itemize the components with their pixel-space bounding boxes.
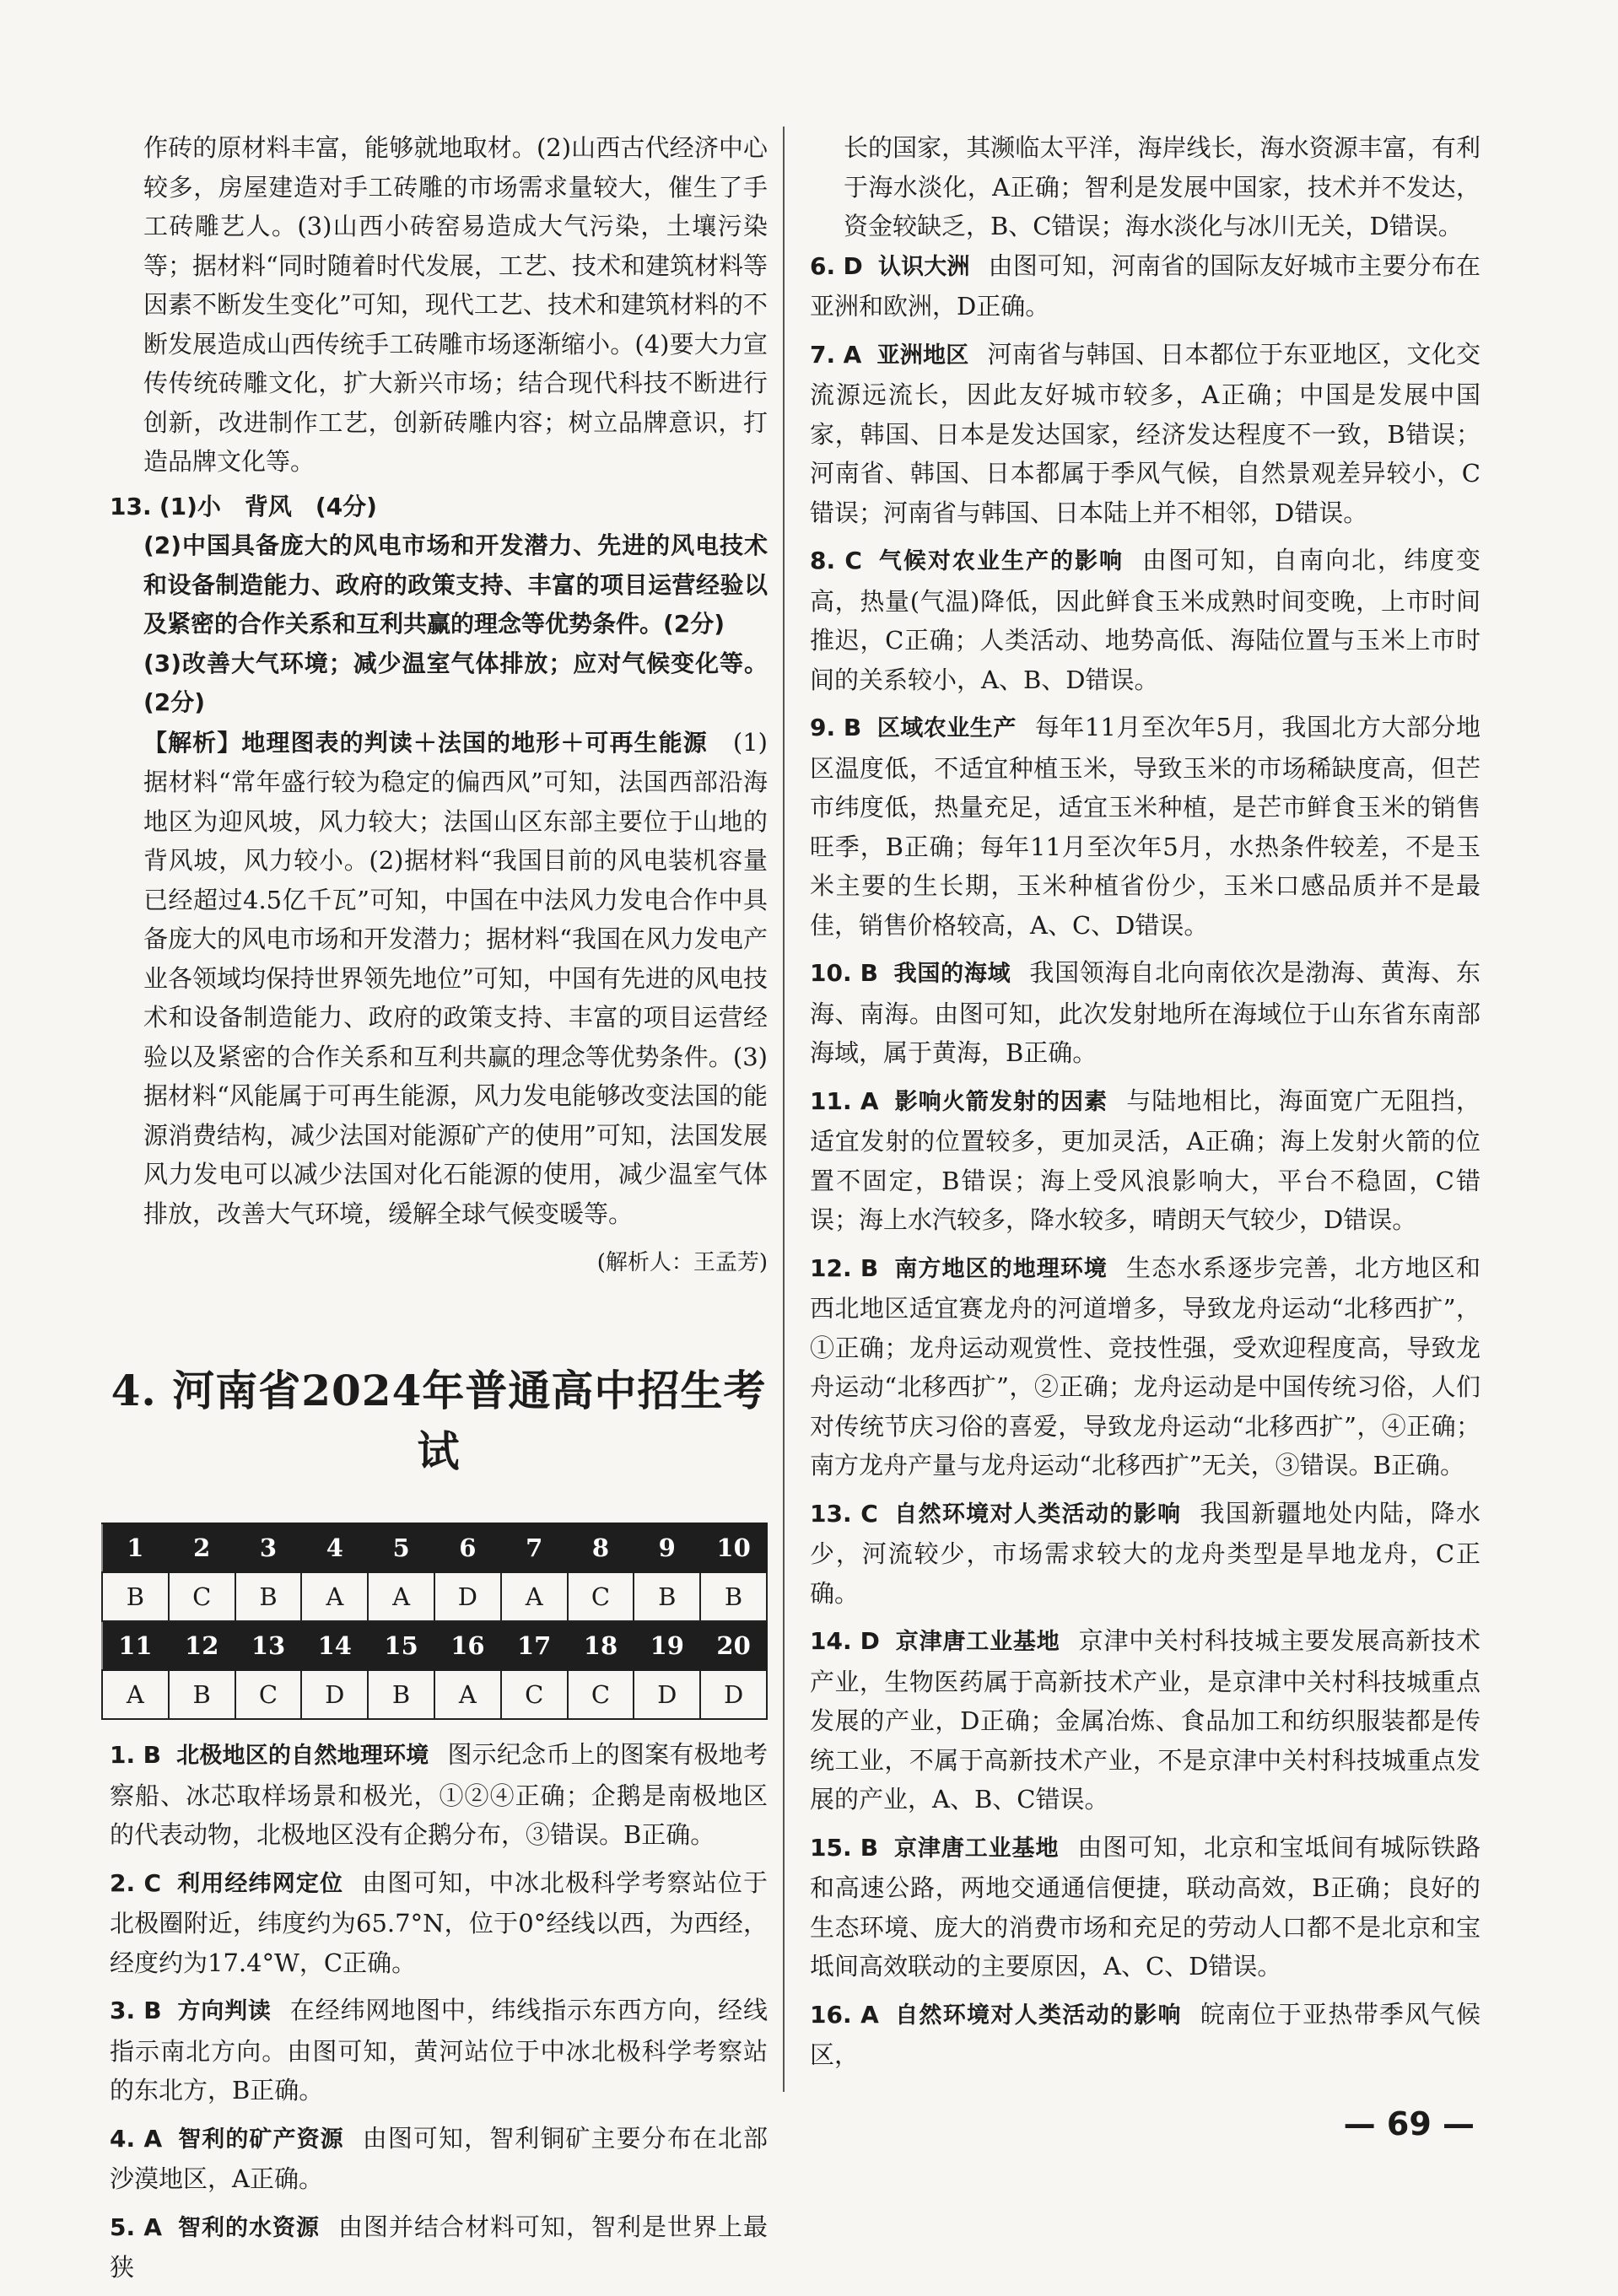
item-answer: B — [860, 959, 878, 987]
item-number: 2. — [110, 1868, 136, 1897]
answer-item — [810, 541, 1480, 699]
item-text: 由图可知，河南省的国际友好城市主要分布在亚洲和欧洲，D正确。 — [810, 251, 1481, 321]
item-text: 生态水系逐步完善，北方地区和西北地区适宜赛龙舟的河道增多，导致龙舟运动“北移西扩”，①正确；龙舟运动观赏性、竞技性强，受欢迎程度高，导致龙舟运动“北移西扩”，②正确；龙舟运动是中国传统习俗，人们对传统节庆习俗的喜爱，导致龙舟运动“北移西扩”，④正确；南方龙舟产量与龙舟运动“北移西扩”无关，③错误。B正确。 — [810, 1253, 1480, 1479]
answer-item — [810, 953, 1480, 1073]
item-number: 4. — [110, 2124, 136, 2153]
answer-key-row-numbers-1 — [102, 1523, 767, 1572]
item-number: 3. — [110, 1997, 136, 2024]
section-title: 4. 河南省2024年普通高中招生考试 — [111, 1366, 767, 1476]
answer-key-cell: 12 — [169, 1621, 235, 1670]
item-number: 15. — [810, 1833, 852, 1862]
analysis-topic: 地理图表的判读＋法国的地形＋可再生能源 — [241, 728, 708, 757]
answer-item — [110, 1735, 768, 1855]
item-answer: B — [843, 714, 862, 741]
item-topic: 南方地区的地理环境 — [893, 1255, 1108, 1282]
item-answer: A — [860, 1086, 879, 1115]
answer-item — [810, 246, 1480, 326]
item-number: 8. — [810, 547, 836, 574]
answer-item — [810, 1995, 1480, 2075]
item-text: 由图可知，中冰北极科学考察站位于北极圈附近，纬度约为65.7°N，位于0°经线以西，为西经，经度约为17.4°W，C正确。 — [110, 1868, 769, 1977]
item-text: 由图可知，北京和宝坻间有城际铁路和高速公路，两地交通通信便捷，联动高效，B正确；良好的生态环境、庞大的消费市场和充足的劳动人口都不是北京和宝坻间高效联动的主要原因，A、C、D错误。 — [810, 1832, 1481, 1981]
q13-answer — [110, 487, 768, 1277]
item-topic: 自然环境对人类活动的影响 — [893, 2002, 1182, 2029]
answer-key-cell: 9 — [634, 1523, 700, 1572]
answer-item — [810, 1494, 1480, 1614]
item-answer: B — [143, 1997, 162, 2024]
item-text: 河南省与韩国、日本都位于东亚地区，文化交流源远流长，因此友好城市较多，A正确；中国是发展中国家，韩国、日本是发达国家，经济发达程度不一致，B错误；河南省、韩国、日本都属于季风气候，自然景观差异较小，C错误；河南省与韩国、日本陆上并不相邻，D错误。 — [810, 339, 1481, 527]
answer-key-cell: C — [501, 1670, 568, 1719]
answer-item — [110, 2119, 768, 2199]
item-answer: A — [143, 2124, 163, 2153]
item-topic: 认识大洲 — [877, 253, 970, 280]
left-answer-list — [110, 1735, 768, 2288]
item-text: 由图可知，自南向北，纬度变高，热量(气温)降低，因此鲜食玉米成熟时间变晚，上市时间推迟，C正确；人类活动、地势高低、海陆位置与玉米上市时间的关系较小，A、B、D错误。 — [810, 546, 1481, 694]
item-text: 由图可知，智利铜矿主要分布在北部沙漠地区，A正确。 — [110, 2123, 768, 2193]
q13-number: 13. — [110, 492, 152, 520]
answer-key-cell: 18 — [568, 1621, 634, 1670]
answer-item — [110, 1991, 768, 2110]
item-topic: 北极地区的自然地理环境 — [175, 1743, 429, 1769]
item-topic: 我国的海域 — [893, 961, 1011, 987]
answer-item — [110, 2207, 768, 2288]
answer-key-cell: 5 — [368, 1523, 434, 1572]
item-number: 5. — [110, 2212, 136, 2241]
answer-key-cell: D — [700, 1670, 767, 1719]
answer-key-cell: 6 — [434, 1523, 501, 1572]
answer-key-row-answers-2 — [102, 1670, 767, 1719]
answer-key-row-numbers-2 — [102, 1621, 767, 1670]
item-answer: A — [143, 2212, 163, 2241]
item-number: 14. — [810, 1627, 852, 1655]
answer-key-cell: C — [235, 1670, 302, 1719]
item-text: 皖南位于亚热带季风气候区， — [810, 1999, 1480, 2069]
answer-key-cell: 13 — [235, 1621, 302, 1670]
item-text: 我国领海自北向南依次是渤海、黄海、东海、南海。由图可知，此次发射地所在海域位于山东省东南部海域，属于黄海，B正确。 — [810, 958, 1480, 1067]
signature: (解析人：王孟芳) — [596, 1250, 768, 1275]
item-text: 京津中关村科技城主要发展高新技术产业，生物医药属于高新技术产业，是京津中关村科技城重点发展的产业，D正确；金属冶炼、食品加工和纺织服装都是传统工业，不属于高新技术产业，不是京津中关村科技城重点发展的产业，A、B、C错误。 — [810, 1626, 1481, 1814]
answer-key-cell: A — [301, 1572, 368, 1621]
item-number: 12. — [810, 1253, 852, 1282]
item-number: 7. — [810, 340, 836, 369]
answer-key-cell: A — [501, 1572, 568, 1621]
item-topic: 方向判读 — [176, 1998, 272, 2024]
answer-item — [810, 1081, 1480, 1240]
answer-key-cell: 11 — [102, 1621, 169, 1670]
item-number: 11. — [810, 1086, 852, 1115]
right-column — [810, 128, 1480, 2083]
answer-key-cell: 17 — [501, 1621, 568, 1670]
answer-key-cell: C — [568, 1670, 634, 1719]
answer-key-cell: 10 — [700, 1523, 767, 1572]
item-topic: 自然环境对人类活动的影响 — [893, 1501, 1182, 1528]
item-topic: 智利的水资源 — [177, 2214, 321, 2241]
item-number: 6. — [810, 251, 836, 280]
answer-key-cell: 16 — [434, 1621, 501, 1670]
answer-key-cell: 20 — [700, 1621, 767, 1670]
item-text: 在经纬网地图中，纬线指示东西方向，经线指示南北方向。由图可知，黄河站位于中冰北极科学考察站的东北方，B正确。 — [110, 1996, 769, 2105]
answer-item — [810, 1621, 1480, 1819]
analysis-text: (1)据材料“常年盛行较为稳定的偏西风”可知，法国西部沿海地区为迎风坡，风力较大；法国山区东部主要位于山地的背风坡，风力较小。(2)据材料“我国目前的风电装机容量已经超过4.5亿千瓦”可知，中国在中法风力发电合作中具备庞大的风电市场和开发潜力；据材料“我国在风力发电产业各领域均保持世界领先地位”可知，中国有先进的风电技术和设备制造能力、政府的政策支持、丰富的项目运营经验以及紧密的合作关系和互利共赢的理念等优势条件。(3)据材料“风能属于可再生能源，风力发电能够改变法国的能源消费结构，减少法国对能源矿产的使用”可知，法国发展风力发电可以减少法国对化石能源的使用，减少温室气体排放，改善大气环境，缓解全球气候变暖等。 — [143, 727, 768, 1228]
page-number: — 69 — — [1343, 2105, 1475, 2142]
answer-key-cell: D — [634, 1670, 700, 1719]
item-answer: D — [860, 1627, 880, 1655]
q13-answer-2: (2)中国具备庞大的风电市场和开发潜力、先进的风电技术和设备制造能力、政府的政策支持、丰富的项目运营经验以及紧密的合作关系和互利共赢的理念等优势条件。(2分) — [143, 531, 768, 638]
answer-key-cell: B — [169, 1670, 235, 1719]
item-topic: 区域农业生产 — [876, 715, 1017, 741]
answer-key-cell: 7 — [501, 1523, 568, 1572]
item-topic: 京津唐工业基地 — [893, 1835, 1060, 1862]
q13-answer-1: (1)小 背风 (4分) — [159, 492, 377, 520]
item-topic: 京津唐工业基地 — [894, 1629, 1060, 1655]
answer-key-cell: D — [301, 1670, 368, 1719]
answer-key-cell: A — [102, 1670, 169, 1719]
item-text: 我国新疆地处内陆，降水少，河流较少，市场需求较大的龙舟类型是旱地龙舟，C正确。 — [810, 1498, 1480, 1608]
answer-item — [810, 1248, 1480, 1485]
analysis-label: 【解析】 — [143, 728, 242, 757]
answer-key-cell: B — [368, 1670, 434, 1719]
answer-key-cell: B — [634, 1572, 700, 1621]
item-text: 图示纪念币上的图案有极地考察船、冰芯取样场景和极光，①②④正确；企鹅是南极地区的代表动物，北极地区没有企鹅分布，③错误。B正确。 — [110, 1740, 768, 1849]
answer-key-cell: 8 — [568, 1523, 634, 1572]
answer-key-table — [101, 1523, 768, 1720]
item-answer: C — [143, 1868, 162, 1897]
column-divider — [783, 127, 785, 2092]
answer-item — [810, 708, 1480, 945]
item-answer: B — [143, 1741, 161, 1769]
answer-key-cell: 1 — [102, 1523, 169, 1572]
item-topic: 气候对农业生产的影响 — [876, 548, 1124, 574]
answer-key-cell: C — [568, 1572, 634, 1621]
item-text: 与陆地相比，海面宽广无阻挡，适宜发射的位置较多，更加灵活，A正确；海上发射火箭的位置不固定，B错误；海上受风浪影响大，平台不稳固，C错误；海上水汽较多，降水较多，晴朗天气较少，D错误。 — [810, 1086, 1480, 1234]
intro-paragraph: 作砖的原材料丰富，能够就地取材。(2)山西古代经济中心较多，房屋建造对手工砖雕的市场需求量较大，催生了手工砖雕艺人。(3)山西小砖窑易造成大气污染，土壤污染等；据材料“同时随着时代发展，工艺、技术和建筑材料等因素不断发生变化”可知，现代工艺、技术和建筑材料的不断发展造成山西传统手工砖雕市场逐渐缩小。(4)要大力宣传传统砖雕文化，扩大新兴市场；结合现代科技不断进行创新，改进制作工艺，创新砖雕内容；树立品牌意识，打造品牌文化等。 — [143, 133, 768, 476]
answer-item — [110, 1863, 768, 1983]
answer-key-cell: B — [235, 1572, 302, 1621]
item-number: 9. — [810, 714, 836, 741]
answer-key-cell: 4 — [301, 1523, 368, 1572]
item-number: 16. — [810, 2000, 852, 2029]
item-answer: C — [844, 547, 862, 574]
answer-key-cell: D — [434, 1572, 501, 1621]
item-answer: A — [843, 340, 862, 369]
continued-text: 长的国家，其濒临太平洋，海岸线长，海水资源丰富，有利于海水淡化，A正确；智利是发展中国家，技术并不发达，资金较缺乏，B、C错误；海水淡化与冰川无关，D错误。 — [844, 133, 1480, 240]
item-number: 1. — [110, 1741, 136, 1769]
answer-key-cell: C — [169, 1572, 235, 1621]
right-answer-list — [810, 246, 1480, 2075]
item-topic: 利用经纬网定位 — [176, 1870, 344, 1897]
q13-answer-3: (3)改善大气环境；减少温室气体排放；应对气候变化等。(2分) — [143, 649, 768, 716]
answer-item — [810, 335, 1480, 533]
item-answer: A — [860, 2000, 879, 2029]
answer-key-cell: A — [434, 1670, 501, 1719]
item-answer: D — [843, 251, 863, 280]
item-topic: 智利的矿产资源 — [177, 2126, 344, 2153]
answer-key-cell: 3 — [235, 1523, 302, 1572]
item-topic: 影响火箭发射的因素 — [893, 1088, 1108, 1115]
item-text: 由图并结合材料可知，智利是世界上最狭 — [110, 2212, 768, 2282]
item-answer: B — [860, 1253, 879, 1282]
answer-key-cell: 2 — [169, 1523, 235, 1572]
item-number: 13. — [810, 1499, 852, 1528]
item-number: 10. — [810, 959, 852, 987]
item-answer: B — [860, 1833, 879, 1862]
answer-key-row-answers-1 — [102, 1572, 767, 1621]
answer-key-cell: B — [102, 1572, 169, 1621]
answer-key-cell: 15 — [368, 1621, 434, 1670]
answer-key-cell: 14 — [301, 1621, 368, 1670]
item-answer: C — [860, 1499, 878, 1528]
answer-item — [810, 1828, 1480, 1986]
item-topic: 亚洲地区 — [876, 342, 969, 369]
answer-key-cell: A — [368, 1572, 434, 1621]
answer-key-cell: 19 — [634, 1621, 700, 1670]
answer-key-cell: B — [700, 1572, 767, 1621]
left-column — [110, 128, 768, 2296]
item-text: 每年11月至次年5月，我国北方大部分地区温度低，不适宜种植玉米，导致玉米的市场稀缺度高，但芒市纬度低，热量充足，适宜玉米种植，是芒市鲜食玉米的销售旺季，B正确；每年11月至次年5月，水热条件较差，不是玉米主要的生长期，玉米种植省份少，玉米口感品质并不是最佳，销售价格较高，A、C、D错误。 — [810, 713, 1481, 940]
